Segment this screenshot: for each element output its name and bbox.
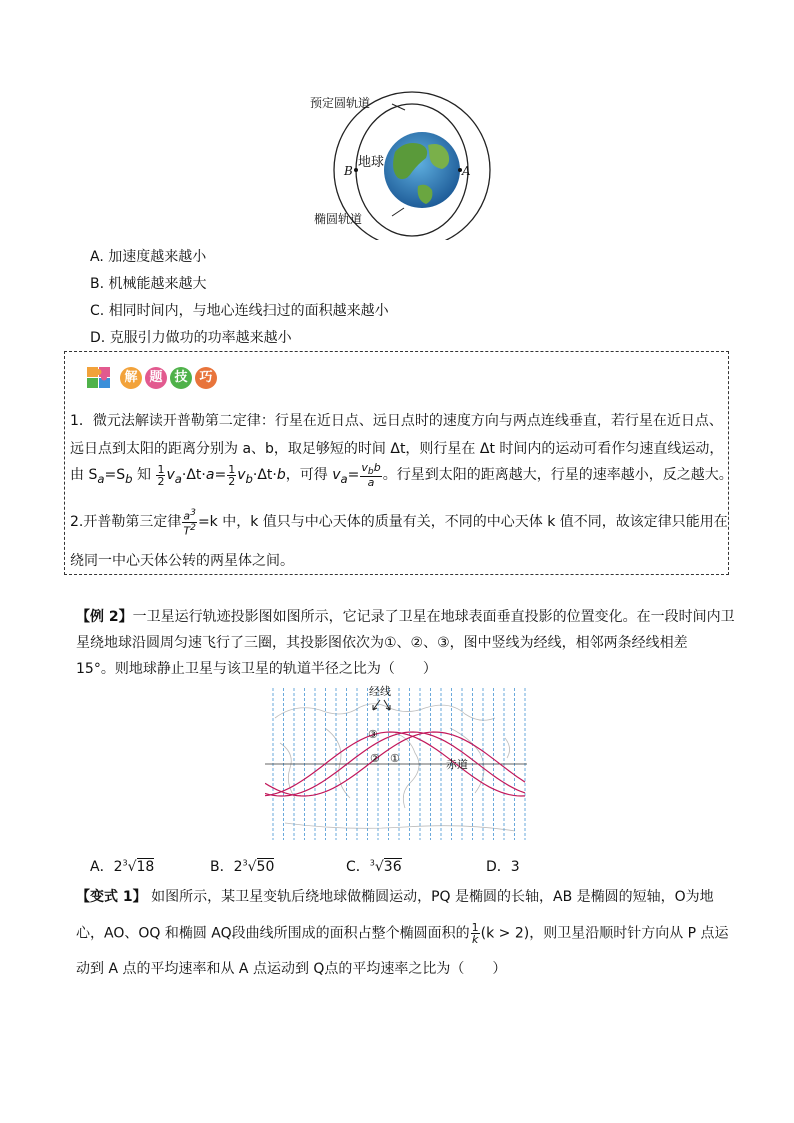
circle-orbit-label: 预定圆轨道	[310, 96, 371, 110]
badge-char: 巧	[195, 367, 217, 389]
option-a[interactable]	[90, 246, 206, 266]
meridian-label: 经线	[369, 685, 391, 698]
point-b-label: B	[344, 164, 353, 178]
option2-a[interactable]: A．$2^3√18$	[90, 858, 155, 875]
option2-c[interactable]: C．$^3$√36	[346, 858, 402, 875]
option-key: B.	[90, 276, 105, 292]
example2-line2: 星绕地球沿圆周匀速飞行了三圈，其投影图依次为①、②、③，图中竖线为经线，相邻两条经线相差	[76, 635, 688, 651]
tip2-post: =k 中，k 值只与中心天体的质量有关，不同的中心天体 k 值不同，故该定律只能用在	[197, 514, 728, 531]
tip2-line1: 2.开普勒第三定律 $\frac{a^3}{T^2}$ =k 中，k 值只与中心天体的质量有关，不同的中心天体 k 值不同，故该定律只能用在	[70, 507, 728, 538]
option-key: A.	[90, 249, 104, 265]
variant1-line3: 动到 A 点的平均速率和从 A 点运动到 Q点的平均速率之比为（ ）	[76, 961, 507, 977]
tip1-line3: 由 $S_a=S_b$ 知 $\frac{1}{2}$ $v_a\cdot\Delta t\cdot a=$ $\frac{1}{2}$ $v_b\cdot\Delta t\cdot b$，可得 $v_a=$ $\frac{v_bb}{a}$ 。行星到太阳的距离越大，行星的速率越小，反之越大。	[70, 461, 733, 490]
track-1-label: ①	[390, 752, 400, 765]
root-index: 3	[242, 858, 248, 868]
puzzle-icon	[86, 365, 116, 389]
meridian-arrows	[368, 698, 398, 712]
example2-text1: 一卫星运行轨迹投影图如图所示，它记录了卫星在地球表面垂直投影的位置变化。在一段时间内卫	[132, 609, 735, 625]
option-text: 3	[510, 859, 520, 875]
example2-tag: 【例 2】	[76, 609, 133, 625]
point-a-label: A	[462, 164, 471, 178]
variant1-line2: 心，AO、OQ 和椭圆 AQ段曲线所围成的面积占整个椭圆面积的 $\frac{1}{k}$ (k > 2)，则卫星沿顺时针方向从 P 点运	[76, 921, 729, 946]
root-index: 3	[122, 858, 128, 868]
option2-b[interactable]: B．$2^3√50$	[210, 858, 275, 875]
radicand: 36	[383, 859, 402, 875]
tip1-formula-post: 。行星到太阳的距离越大，行星的速率越小，反之越大。	[382, 467, 733, 484]
tips-badge	[120, 366, 220, 389]
variant1-tag: 【变式 1】	[76, 889, 147, 905]
option-d[interactable]	[90, 327, 292, 347]
earth-label: 地球	[358, 155, 385, 170]
option-key: D．	[486, 859, 511, 875]
tip2-pre: 2.开普勒第三定律	[70, 514, 182, 531]
option-key: C.	[90, 303, 105, 319]
variant1-text2-post: (k > 2)，则卫星沿顺时针方向从 P 点运	[480, 925, 729, 942]
option-c[interactable]	[90, 300, 389, 320]
variant1-text1: 如图所示，某卫星变轨后绕地球做椭圆运动，PQ 是椭圆的长轴，AB 是椭圆的短轴，O为地	[151, 889, 714, 905]
tip1-formula-pre: 由 S	[70, 467, 98, 484]
track-3-label: ③	[368, 728, 378, 741]
tip1-line2: 远日点到太阳的距离分别为 a、b，取足够短的时间 Δt，则行星在 Δt 时间内的运动可看作匀速直线运动，	[70, 441, 724, 457]
example2-line3: 15°。则地球静止卫星与该卫星的轨道半径之比为（ ）	[76, 661, 437, 677]
option-coef: 2	[113, 859, 123, 875]
option-coef: 2	[233, 859, 243, 875]
option2-d[interactable]	[486, 856, 520, 876]
option-key: B．	[210, 859, 234, 875]
tip2-line2: 绕同一中心天体公转的两星体之间。	[70, 553, 294, 569]
option-text: 机械能越来越大	[108, 276, 207, 292]
option-text: 克服引力做功的功率越来越小	[109, 330, 292, 346]
option-text: 加速度越来越小	[108, 249, 207, 265]
option-key: C．	[346, 859, 370, 875]
variant1-line1	[76, 886, 714, 906]
badge-char: 技	[170, 367, 192, 389]
option-key: D.	[90, 330, 106, 346]
badge-char: 解	[120, 367, 142, 389]
option-text: 相同时间内，与地心连线扫过的面积越来越小	[108, 303, 389, 319]
tip1-line1: 1．微元法解读开普勒第二定律：行星在近日点、远日点时的速度方向与两点连线垂直，若行星在近日点、	[70, 413, 723, 429]
option-key: A．	[90, 859, 114, 875]
equator-label: 赤道	[446, 758, 468, 771]
example2-line1	[76, 606, 735, 626]
radicand: 18	[136, 859, 155, 875]
track-2-label: ②	[370, 752, 380, 765]
option-b[interactable]	[90, 273, 207, 293]
root-index: 3	[369, 858, 375, 868]
radicand: 50	[256, 859, 275, 875]
variant1-text2-pre: 心，AO、OQ 和椭圆 AQ段曲线所围成的面积占整个椭圆面积的	[76, 925, 470, 942]
badge-char: 题	[145, 367, 167, 389]
ellipse-orbit-label: 椭圆轨道	[314, 212, 363, 226]
